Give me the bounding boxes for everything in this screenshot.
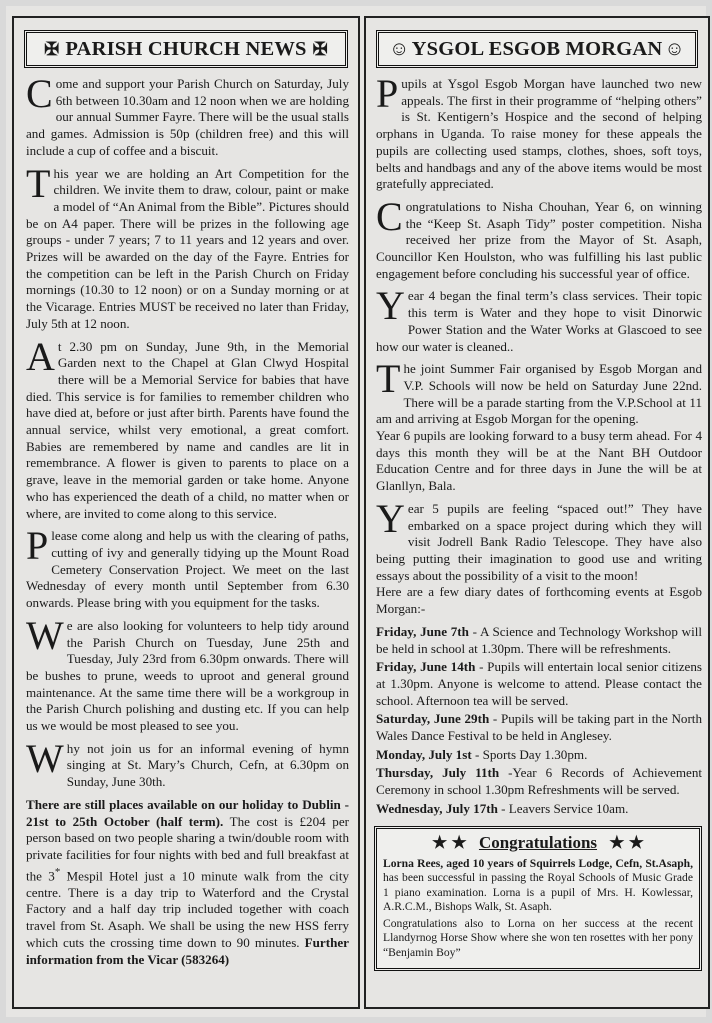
drop-cap: C [26, 71, 53, 116]
article-hymn-singing: Why not join us for an informal evening of hymn singing at St. Mary’s Church, Cefn, at 6.30pm on Sunday, June 30th. [26, 735, 349, 790]
parish-church-body [14, 71, 358, 968]
article-dublin-holiday: There are still places available on our holiday to Dublin - 21st to 25th October (half term). The cost is £204 per person based on two people sharing a twin/double room with private facilities for four nights with bed and full breakfast at the 3* Mespil Hotel just a 10 minute walk from the city centre. There is a day trip to Waterford and the Crystal Factory and a half day trip included together with coach travel from St. Asaph. We shall be using the new HSS ferry which cuts the crossing time down to 90 minutes. Further information from the Vicar (583264) [26, 796, 350, 967]
drop-cap: Y [376, 283, 405, 329]
diary-entry: Friday, June 7th - A Science and Technology Workshop will be held in school at 1.30pm. There will be refreshments. [376, 623, 702, 656]
smiley-icon: ☺ [388, 37, 410, 60]
drop-cap: W [26, 735, 64, 781]
congrats-piano: Lorna Rees, aged 10 years of Squirrels Lodge, Cefn, St.Asaph, has been successful in passing the Royal Schools of Music Grade 1 piano examination. Lorna is a pupil of Mrs. H. Kowlessar, A.R.C.M., Bishops Walk, St. Asaph. [383, 856, 693, 914]
parish-church-header [24, 30, 348, 68]
article-volunteers: We are also looking for volunteers to help tidy around the Parish Church on Tuesday, June 25th and Tuesday, July 23rd from 6.30pm onwards. There will be bushes to prune, weeds to uproot and general ground maintenance. At the same time there will be a workgroup in the Parish Church polishing and dusting etc. If you can help us we would be most pleased to see you. [26, 612, 349, 734]
article-appeals: Pupils at Ysgol Esgob Morgan have launched two new appeals. The first in their programme of “helping others” is St. Kentigern’s Hospice and the second of helping orphans in Uganda. To raise money for these appeals the pupils are collecting used stamps, clothes, shoes, soft toys, belts and handbags and any of the above items would be most gratefully appreciated. [376, 71, 702, 192]
drop-cap: P [376, 71, 399, 116]
school-title: YSGOL ESGOB MORGAN [411, 37, 663, 60]
article-year4: Year 4 began the final term’s class services. Their topic this term is Water and they hope to visit Dinorwic Power Station and the Water Works at Glascoed to see how our water is cleaned.. [376, 283, 702, 354]
smiley-icon: ☺ [664, 37, 686, 60]
school-header [376, 30, 698, 68]
congrats-horse-show: Congratulations also to Lorna on her success at the recent Llandyrnog Horse Show where she won ten rosettes with her pony “Benjamin Boy” [383, 916, 693, 959]
diary-entry: Thursday, July 11th -Year 6 Records of Achievement Ceremony in school 1.30pm Refreshments will be served. [376, 765, 702, 798]
diary-entry: Wednesday, July 17th - Leavers Service 10am. [376, 800, 629, 816]
article-year5: Year 5 pupils are feeling “spaced out!” They have embarked on a space project during which they will visit Jodrell Bank Radio Telescope. They have also being putting their imagination to good use and writing essays about the possibility of a visit to the moon! [376, 495, 702, 583]
cross-icon: ✠ [44, 38, 60, 59]
article-art-competition: This year we are holding an Art Competition for the children. We invite them to draw, colour, paint or make a model of “An Animal from the Bible”. Pictures should be on A4 paper. There will be prizes in the following age groups - under 7 years; 7 to 11 years and 12 years and over. Prizes will be awarded on the day of the Fayre. Entries for the competition can be left in the Parish Church on Friday mornings (10.30 to 12 noon) or on a Sunday morning or at the Vicarage. Entries MUST be received no later than Friday, July 5th at 12 noon. [26, 160, 349, 331]
parish-church-column [12, 16, 360, 1009]
star-icon: ★ ★ [609, 832, 645, 852]
school-body [366, 71, 708, 818]
drop-cap: T [26, 160, 51, 206]
diary-intro: Here are a few diary dates of forthcoming events at Esgob Morgan:- [376, 584, 702, 617]
diary-entry: Friday, June 14th - Pupils will entertain local senior citizens at 1.30pm. Anyone is welcome to attend. Please contact the school. Afternoon tea will be served. [376, 659, 702, 708]
congratulations-body [383, 857, 693, 961]
school-column [364, 16, 710, 1009]
cross-icon: ✠ [312, 38, 328, 59]
newsletter-page [6, 6, 706, 1017]
diary-entry: Monday, July 1st - Sports Day 1.30pm. [376, 746, 588, 762]
diary-entry: Saturday, June 29th - Pupils will be taking part in the North Wales Dance Festival to be held in Anglesey. [376, 711, 702, 744]
drop-cap: T [376, 356, 401, 402]
drop-cap: A [26, 333, 55, 379]
star-icon: ★ ★ [431, 832, 467, 852]
drop-cap: P [26, 523, 49, 569]
congratulations-heading [383, 833, 693, 853]
congratulations-title: Congratulations [478, 832, 598, 852]
drop-cap: Y [376, 495, 405, 541]
drop-cap: C [376, 193, 403, 239]
parish-church-title: PARISH CHURCH NEWS [65, 37, 307, 60]
article-summer-fayre: Come and support your Parish Church on Saturday, July 6th between 10.30am and 12 noon when we are holding our annual Summer Fayre. There will be the usual stalls and games. Admission is 50p (children free) and this will include a cup of coffee and a biscuit. [26, 71, 349, 158]
article-memorial-service: At 2.30 pm on Sunday, June 9th, in the Memorial Garden next to the Chapel at Glan Clwyd Hospital there will be a Memorial Service for babies that have died. This service is for families to remember children who have died at, before or just after birth. Parents have found the annual service, whilst very emotional, a great comfort. Babies are remembered by name and candles are lit in remembrance. A flower is given to parents to place on a grave, leave in the memorial garden or take home. Anyone who has experienced the death of a child, no matter when or where, are invited to come along to this service. [26, 333, 349, 521]
congratulations-box [374, 826, 702, 972]
article-year6: Year 6 pupils are looking forward to a busy term ahead. For 4 days this month they will be at the Nant BH Outdoor Education Centre and for three days in June the will be at Glanllyn, Bala. [376, 428, 702, 494]
article-cemetery-project: Please come along and help us with the clearing of paths, cutting of ivy and generally tidying up the Mount Road Cemetery Conservation Project. We meet on the last Wednesday of every month until September from 6.30 onwards. Please bring with you equipment for the tasks. [26, 523, 349, 611]
article-summer-fair: The joint Summer Fair organised by Esgob Morgan and V.P. Schools will now be held on Saturday June 22nd. There will be a parade starting from the V.P.School at 11 am and arriving at Esgob Morgan for the opening. [376, 356, 702, 427]
drop-cap: W [26, 612, 64, 658]
article-poster-competition: Congratulations to Nisha Chouhan, Year 6, on winning the “Keep St. Asaph Tidy” poster competition. Nisha received her prize from the Mayor of St. Asaph, Councillor Ken Houlston, who was fulfilling his last public engagement before concluding his successful year of office. [376, 193, 702, 281]
